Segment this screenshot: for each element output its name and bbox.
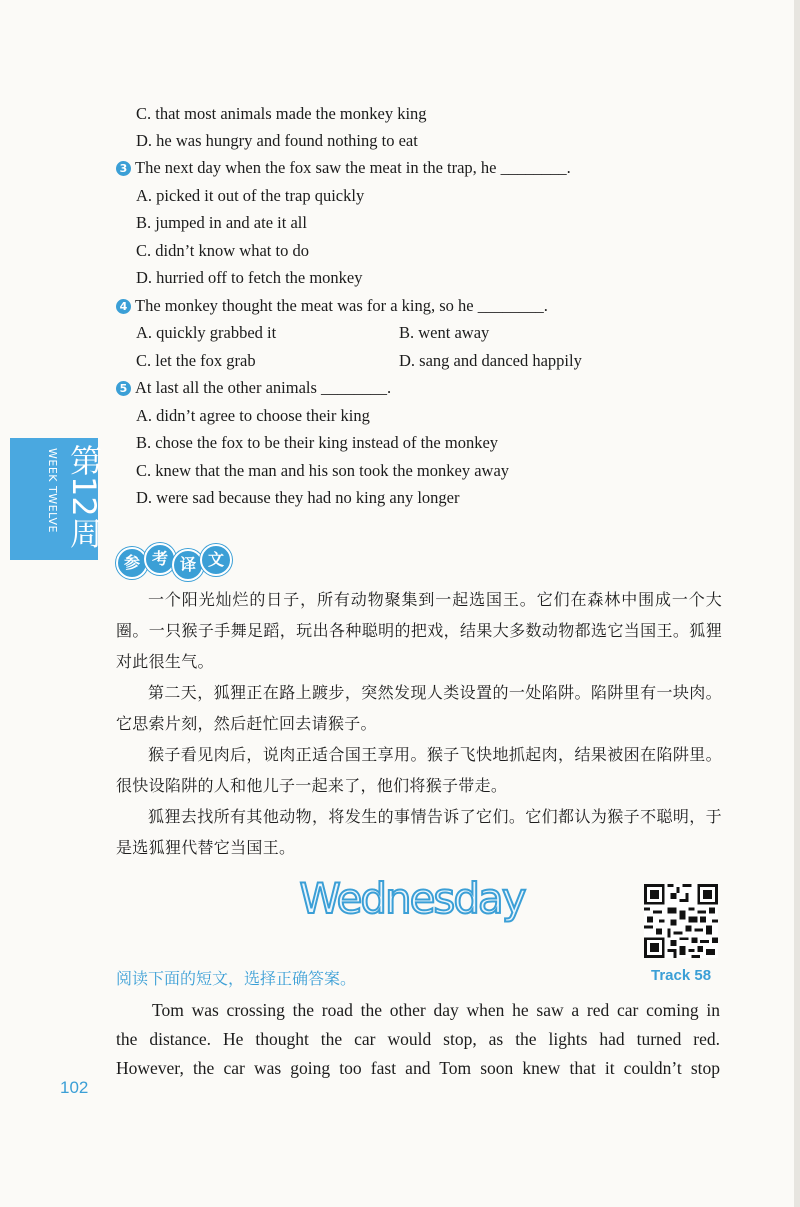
option-letter: B. xyxy=(136,433,152,452)
q3-option-b xyxy=(136,213,307,233)
question-stem: The next day when the fox saw the meat in the trap, he ________. xyxy=(135,158,571,177)
option-text: went away xyxy=(418,323,490,342)
badge-char: 参 xyxy=(116,547,148,579)
q5-option-a xyxy=(136,406,370,426)
question-5 xyxy=(116,378,391,398)
badge-char: 译 xyxy=(172,549,204,581)
track-label: Track 58 xyxy=(651,967,712,984)
option-text: didn’t agree to choose their king xyxy=(156,406,370,425)
question-3 xyxy=(116,158,571,178)
page-edge xyxy=(794,0,800,1207)
option-letter: C. xyxy=(136,104,152,123)
qr-code-icon xyxy=(644,884,718,958)
q2-option-d xyxy=(136,131,418,151)
section-title: Wednesday xyxy=(299,874,525,923)
option-letter: D. xyxy=(136,488,153,507)
q3-option-c xyxy=(136,241,309,261)
option-letter: D. xyxy=(399,351,416,370)
option-text: that most animals made the monkey king xyxy=(155,104,427,123)
week-side-tab xyxy=(10,438,103,560)
badge-char: 文 xyxy=(200,544,232,576)
q4-option-c xyxy=(136,351,256,371)
q4-option-b xyxy=(399,323,489,343)
option-text: picked it out of the trap quickly xyxy=(156,186,365,205)
translation-paragraph: 一个阳光灿烂的日子，所有动物聚集到一起选国王。它们在森林中围成一个大圈。一只猴子手舞足蹈，玩出各种聪明的把戏，结果大多数动物都选它当国王。狐狸对此很生气。 xyxy=(116,590,722,671)
option-letter: A. xyxy=(136,406,153,425)
option-letter: B. xyxy=(399,323,415,342)
option-letter: C. xyxy=(136,461,152,480)
question-number-badge: 4 xyxy=(116,299,131,314)
page-number: 102 xyxy=(60,1078,89,1097)
translation-paragraph: 第二天，狐狸正在路上踱步，突然发现人类设置的一处陷阱。陷阱里有一块肉。它思索片刻，然后赶忙回去请猴子。 xyxy=(116,683,722,733)
q4-option-d xyxy=(399,351,582,371)
question-4 xyxy=(116,296,548,316)
option-letter: C. xyxy=(136,241,152,260)
option-text: didn’t know what to do xyxy=(155,241,309,260)
question-number-badge: 5 xyxy=(116,381,131,396)
option-letter: D. xyxy=(136,268,153,287)
q5-option-d xyxy=(136,488,459,508)
option-text: he was hungry and found nothing to eat xyxy=(156,131,418,150)
translation-paragraph: 狐狸去找所有其他动物，将发生的事情告诉了它们。它们都认为猴子不聪明，于是选狐狸代替它当国王。 xyxy=(116,807,722,857)
q5-option-b xyxy=(136,433,498,453)
option-text: let the fox grab xyxy=(155,351,256,370)
question-number-badge: 3 xyxy=(116,161,131,176)
q2-option-c xyxy=(136,104,427,124)
q3-option-d xyxy=(136,268,363,288)
passage-line: the distance. He thought the car would stop, as the lights had turned red. xyxy=(116,1029,720,1049)
option-letter: A. xyxy=(136,186,153,205)
reference-translation-badge xyxy=(116,541,246,579)
option-letter: A. xyxy=(136,323,153,342)
week-tab-english: WEEK TWELVE xyxy=(46,448,59,533)
option-letter: C. xyxy=(136,351,152,370)
option-letter: B. xyxy=(136,213,152,232)
passage-line: Tom was crossing the road the other day when he saw a red car coming in xyxy=(152,1000,720,1020)
q3-option-a xyxy=(136,186,364,206)
option-letter: D. xyxy=(136,131,153,150)
option-text: knew that the man and his son took the monkey away xyxy=(155,461,510,480)
option-text: hurried off to fetch the monkey xyxy=(156,268,363,287)
week-tab-chinese: 第12周 xyxy=(65,444,103,549)
option-text: chose the fox to be their king instead of the monkey xyxy=(155,433,499,452)
option-text: were sad because they had no king any longer xyxy=(156,488,460,507)
passage-line: However, the car was going too fast and Tom soon knew that it couldn’t stop xyxy=(116,1058,720,1078)
reading-instruction: 阅读下面的短文，选择正确答案。 xyxy=(116,969,357,988)
option-text: sang and danced happily xyxy=(419,351,582,370)
question-stem: The monkey thought the meat was for a king, so he ________. xyxy=(135,296,548,315)
question-stem: At last all the other animals ________. xyxy=(135,378,392,397)
option-text: quickly grabbed it xyxy=(156,323,277,342)
q5-option-c xyxy=(136,461,509,481)
badge-char: 考 xyxy=(144,543,176,575)
option-text: jumped in and ate it all xyxy=(155,213,307,232)
translation-paragraph: 猴子看见肉后，说肉正适合国王享用。猴子飞快地抓起肉，结果被困在陷阱里。很快设陷阱的人和他儿子一起来了，他们将猴子带走。 xyxy=(116,745,722,795)
q4-option-a xyxy=(136,323,276,343)
